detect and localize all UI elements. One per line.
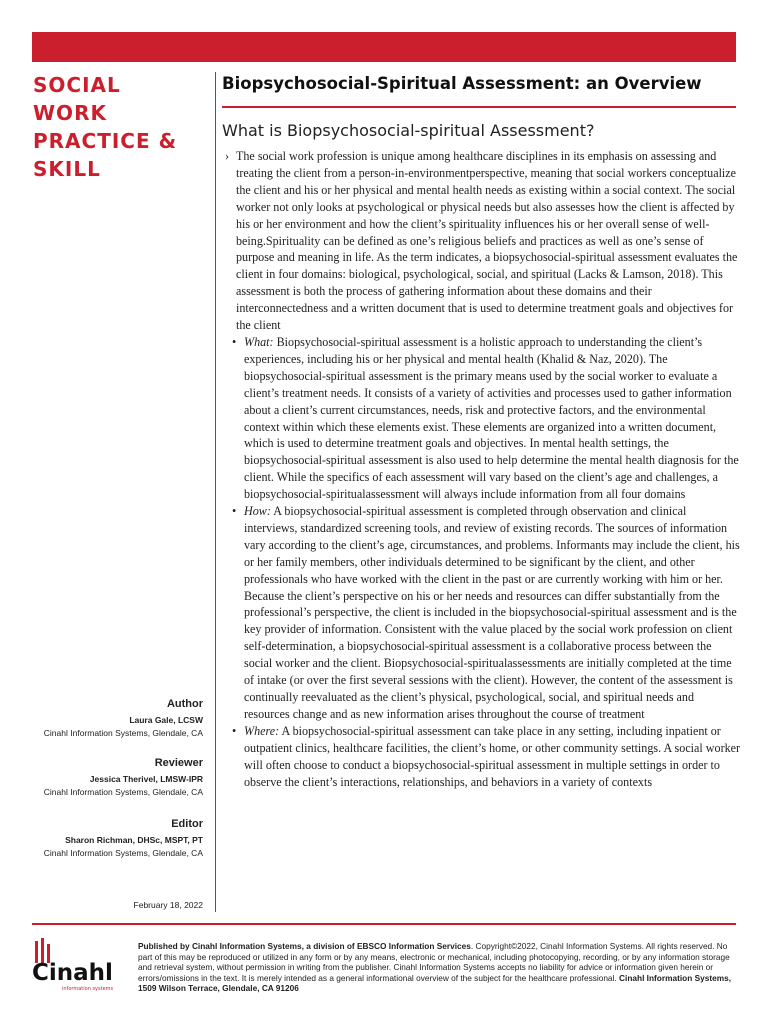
cinahl-logo [30, 938, 120, 994]
logo-text: Cinahl [32, 960, 113, 986]
list-item-text: Biopsychosocial-spiritual assessment is a holistic approach to understanding the client’s experiences, including his or her physical and mental health (Khalid & Naz, 2020). The biopsychosocial-spiritual assessment is the primary means used by the social worker to evaluate a client’s treatment needs. It consists of a variety of activities and processes used to gather information about a client’s current circumstances, needs, risk and protective factors, and the environmental context within which these elements exist. These elements are organized into a written document, which is used to determine treatment goals and objectives. In mental health settings, the biopsychosocial-spiritual assessment is also used to help determine the mental health diagnosis for the client. While the specifics of each assessment will vary based on the client’s age and challenges, a biopsychosocial-spiritualassessment will always include information from all four domains [244, 334, 739, 502]
intro-paragraph [222, 148, 742, 334]
reviewer-credit [32, 757, 203, 799]
credit-name: Jessica Therivel, LMSW-IPR [89, 774, 203, 784]
credit-org: Cinahl Information Systems, Glendale, CA [43, 848, 203, 858]
credit-role: Author [166, 698, 203, 710]
list-item-label: Where: [244, 723, 280, 738]
section-heading: What is Biopsychosocial-spiritual Assessment? [222, 121, 595, 140]
title-underline [222, 106, 736, 108]
credit-org: Cinahl Information Systems, Glendale, CA [43, 728, 203, 738]
bullet-icon: • [232, 723, 237, 738]
credit-org: Cinahl Information Systems, Glendale, CA [43, 787, 203, 797]
section-label-line: SOCIAL [33, 73, 121, 97]
credit-role: Reviewer [154, 757, 203, 769]
column-divider [215, 72, 216, 912]
section-label-line: SKILL [33, 157, 101, 181]
list-item-label: What: [244, 334, 274, 349]
bullet-icon: • [232, 334, 237, 349]
chevron-right-icon: › [225, 149, 230, 163]
editor-credit [32, 818, 203, 860]
list-item-text: A biopsychosocial-spiritual assessment can take place in any setting, including inpatient or outpatient clinics, healthcare facilities, the client’s home, or other community settings. A social worker will often choose to conduct a biopsychosocial-spiritual assessment in multiple settings in order to observe the client’s interactions, relationships, and behaviors in a variety of contexts [244, 723, 741, 789]
footer-notice [138, 941, 738, 994]
footer-divider [32, 923, 736, 925]
author-credit [32, 698, 203, 740]
list-item-what [222, 334, 742, 503]
list-item-text: A biopsychosocial-spiritual assessment is completed through observation and clinical interviews, standardized screening tools, and review of existing records. The sources of information vary according to the client’s age, circumstances, and problems. Informants may include the client, his or her family members, other individuals determined to be significant by the client, and other professionals who have worked with the client in the past or are currently working with him or her. Because the client’s perspective on his or her needs and resources can differ substantially from the professional’s perspective, the client is included in the biopsychosocial-spiritual assessment and is the key provider of information. Consistent with the value placed by the social work profession on client self-determination, a biopsychosocial-spiritual assessment is a collaborative process between the social worker and the client. Biopsychosocial-spiritualassessments are initially completed at the time of intake (or over the first several sessions with the client). However, the content of the assessment is continually reevaluated as the client’s physical, psychological, social, and spiritual needs and resources change and as new information arises throughout the course of treatment [244, 504, 740, 721]
footer-address: Cinahl Information Systems, 1509 Wilson Terrace, Glendale, CA 91206 [138, 972, 732, 994]
list-item-label: How: [244, 504, 271, 519]
section-label [33, 71, 213, 183]
credit-name: Laura Gale, LCSW [129, 715, 203, 725]
article-body [222, 148, 742, 790]
credit-role: Editor [171, 818, 203, 830]
publication-date: February 18, 2022 [133, 900, 203, 910]
document-title: Biopsychosocial-Spiritual Assessment: an Overview [222, 74, 702, 93]
section-label-line: WORK [33, 101, 107, 125]
footer-publisher: Published by Cinahl Information Systems, a division of EBSCO Information Services [138, 941, 471, 951]
list-item-where [222, 723, 742, 791]
bullet-icon: • [232, 504, 237, 519]
list-item-how [222, 503, 742, 723]
logo-subtext: information systems [62, 986, 114, 992]
top-banner [32, 32, 736, 62]
section-label-line: PRACTICE & [33, 129, 178, 153]
intro-text: The social work profession is unique among healthcare disciplines in its emphasis on assessing and treating the client from a person-in-environmentperspective, meaning that social workers conceptualize the client and his or her physical and mental health needs as existing within a social context. The social worker not only looks at psychological or physical needs but also assesses how the client is affected by his or her environment and how the client’s spirituality influences his or her overall sense of well-being.Spirituality can be defined as one’s religious beliefs and practices as well as one’s sense of purpose and meaning in life. As the term indicates, a biopsychosocial-spiritual assessment evaluates the client in four domains: biological, psychological, social, and spiritual (Lacks & Lamson, 2018). This assessment is both the process of gathering information about these domains and their interconnectedness and a written document that is used to determine treatment goals and objectives for the client [236, 149, 738, 333]
credit-name: Sharon Richman, DHSc, MSPT, PT [65, 835, 203, 845]
footer-copyright: . Copyright©2022, Cinahl Information Systems. All rights reserved. No part of this may be reproduced or utilized in any form or by any means, electronic or mechanical, including photocopying, recording, or by any information storage and retrieval system, without permission in writing from the publisher. Cinahl Information Systems accepts no liability for advice or information given herein or errors/omissions in the text. It is merely intended as a general informational overview of the subject for the healthcare professional. [138, 941, 730, 983]
